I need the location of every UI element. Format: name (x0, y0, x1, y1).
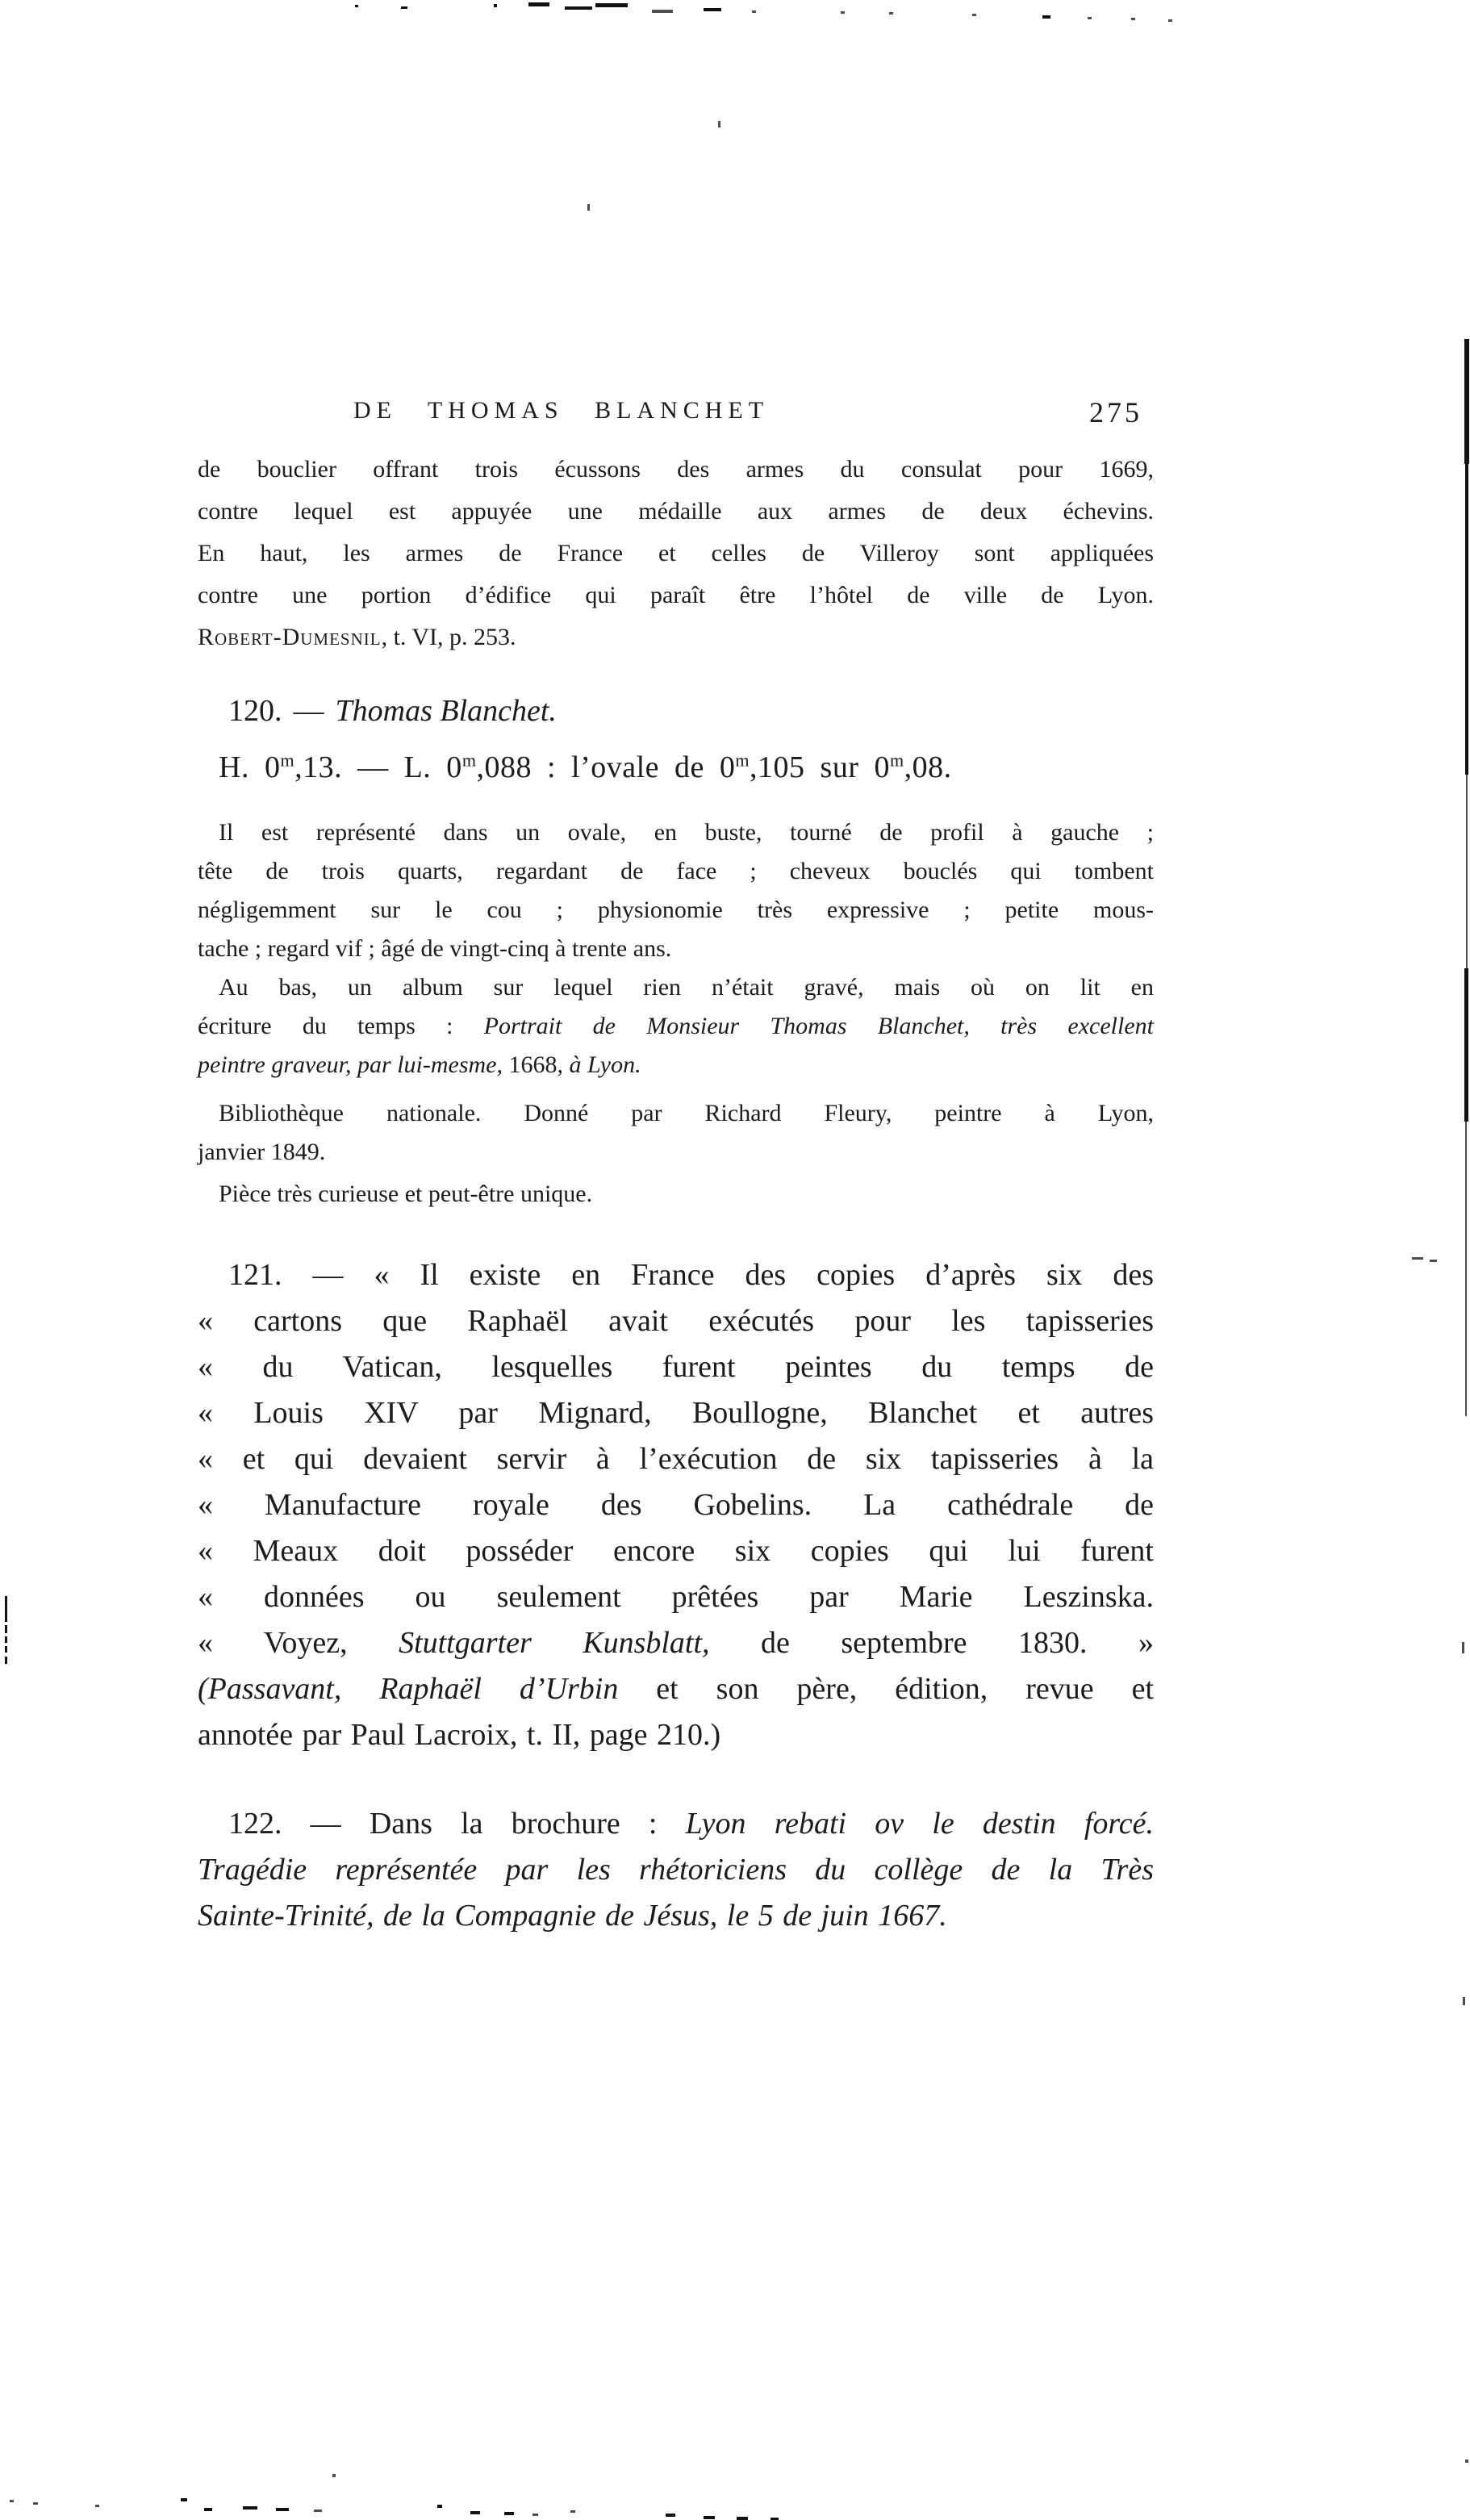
scan-edge-line (1465, 464, 1468, 775)
italic-run: peintre graveur, par lui-mesme, (198, 1051, 503, 1078)
scan-margin-mark (5, 1657, 7, 1664)
text-line: En haut, les armes de France et celles de Villeroy sont appliquées (198, 540, 1154, 566)
reference-citation: , t. VI, p. 253. (381, 624, 516, 650)
text-line: Au bas, un album sur lequel rien n’était gravé, mais où on lit en (219, 974, 1154, 1001)
text-column (198, 0, 1154, 2520)
scan-speck (1465, 2459, 1468, 2463)
scan-speck (1412, 1257, 1423, 1260)
text-line: « données ou seulement prêtées par Marie Leszinska. (198, 1580, 1154, 1614)
text-line: janvier 1849. (198, 1139, 326, 1165)
text-line (198, 1666, 1154, 1712)
scan-margin-mark (5, 1646, 7, 1653)
text-run: de septembre 1830. » (709, 1626, 1154, 1660)
text-line: Il est représenté dans un ovale, en buste, tourné de profil à gauche ; (219, 819, 1154, 846)
text-line: « du Vatican, lesquelles furent peintes du temps de (198, 1350, 1154, 1384)
dim-sup: m (280, 750, 295, 771)
text-line: négligemment sur le cou ; physionomie très expressive ; petite mous- (198, 896, 1154, 923)
italic-run: Lyon rebati ov le destin forcé. (685, 1807, 1154, 1841)
dim-text: ,13. — L. 0 (294, 750, 462, 784)
text-line: « cartons que Raphaël avait exécutés pour les tapisseries (198, 1304, 1154, 1338)
scan-margin-mark (5, 1596, 7, 1622)
italic-run: à Lyon. (569, 1051, 641, 1078)
text-run: 122. — Dans la brochure : (228, 1807, 686, 1841)
scan-speck (10, 2500, 14, 2502)
text-line: Tragédie représentée par les rhétoriciens du collège de la Très (198, 1853, 1154, 1887)
entry-120-dimensions (198, 747, 1154, 788)
entry-122 (198, 1801, 1154, 1939)
text-line: contre lequel est appuyée une médaille aux armes de deux échevins. (198, 498, 1154, 524)
paragraph-bouclier (198, 449, 1154, 658)
scan-edge-line (1465, 1122, 1467, 1416)
scan-speck (1462, 1642, 1464, 1653)
scan-margin-mark (5, 1636, 7, 1643)
dim-sup: m (735, 750, 750, 771)
scan-speck (1463, 1997, 1465, 2005)
scan-margin-mark (5, 1625, 7, 1633)
dash: — (293, 694, 324, 728)
entry-120-note (198, 1175, 1154, 1214)
text-run: ( (198, 1672, 208, 1706)
text-line: Bibliothèque nationale. Donné par Richard Fleury, peintre à Lyon, (219, 1100, 1154, 1126)
reference-author: Robert-Dumesnil (198, 624, 382, 650)
text-line: « et qui devaient servir à l’exécution de six tapisseries à la (198, 1442, 1154, 1476)
scan-speck (181, 2498, 187, 2501)
italic-run: Raphaël d’Urbin (379, 1672, 619, 1706)
scan-speck (1430, 1260, 1437, 1262)
text-run: écriture du temps : (198, 1013, 484, 1039)
scan-edge-line (1464, 339, 1469, 464)
dim-text: ,088 : l’ovale de 0 (476, 750, 736, 784)
dim-sup: m (461, 750, 477, 771)
entry-121 (198, 1252, 1154, 1758)
text-line: « Meaux doit posséder encore six copies qui lui furent (198, 1534, 1154, 1568)
entry-number: 120. (228, 694, 282, 728)
scan-speck (95, 2505, 99, 2507)
running-header-title: DE THOMAS BLANCHET (353, 397, 770, 424)
text-line: 121. — « Il existe en France des copies d’après six des (228, 1258, 1154, 1292)
scan-speck (33, 2502, 38, 2505)
dim-text: ,105 sur 0 (750, 750, 890, 784)
entry-120-provenance (198, 1094, 1154, 1172)
italic-run: Portrait de Monsieur Thomas Blanchet, très excellent (483, 1013, 1155, 1039)
text-line (198, 1620, 1154, 1666)
entry-120-heading (198, 692, 1154, 729)
text-run: 1668, (503, 1051, 570, 1078)
text-line: « Manufacture royale des Gobelins. La cathédrale de (198, 1488, 1154, 1522)
text-line: « Louis XIV par Mignard, Boullogne, Blanchet et autres (198, 1396, 1154, 1430)
text-run: « Voyez, (198, 1626, 399, 1660)
text-run: et son père, édition, revue et (618, 1672, 1155, 1706)
text-line: annotée par Paul Lacroix, t. II, page 210.) (198, 1718, 721, 1752)
text-line: de bouclier offrant trois écussons des armes du consulat pour 1669, (198, 456, 1154, 483)
entry-title: Thomas Blanchet. (335, 694, 557, 728)
text-line (198, 1007, 1154, 1046)
dim-sup: m (889, 750, 904, 771)
entry-120-album (198, 968, 1154, 1084)
text-line: tête de trois quarts, regardant de face ; cheveux bouclés qui tombent (198, 858, 1154, 884)
text-line: Sainte-Trinité, de la Compagnie de Jésus, le 5 de juin 1667. (198, 1899, 947, 1933)
dim-text: ,08. (904, 750, 952, 784)
text-line (198, 1046, 1154, 1084)
dim-text: H. 0 (219, 750, 281, 784)
page-number: 275 (1089, 396, 1142, 428)
running-header (198, 397, 1154, 437)
text-line: tache ; regard vif ; âgé de vingt-cinq à trente ans. (198, 935, 672, 962)
italic-run: Passavant, (207, 1672, 380, 1706)
reference-line (198, 616, 1154, 658)
text-line: Pièce très curieuse et peut-être unique. (219, 1181, 593, 1207)
scan-edge-line (1464, 968, 1468, 1122)
scan-speck (1168, 19, 1172, 22)
text-line: contre une portion d’édifice qui paraît être l’hôtel de ville de Lyon. (198, 582, 1154, 608)
scan-edge-line (1466, 775, 1468, 968)
italic-run: Stuttgarter Kunsblatt, (399, 1626, 710, 1660)
text-line (198, 1801, 1154, 1847)
entry-120-description (198, 813, 1154, 968)
